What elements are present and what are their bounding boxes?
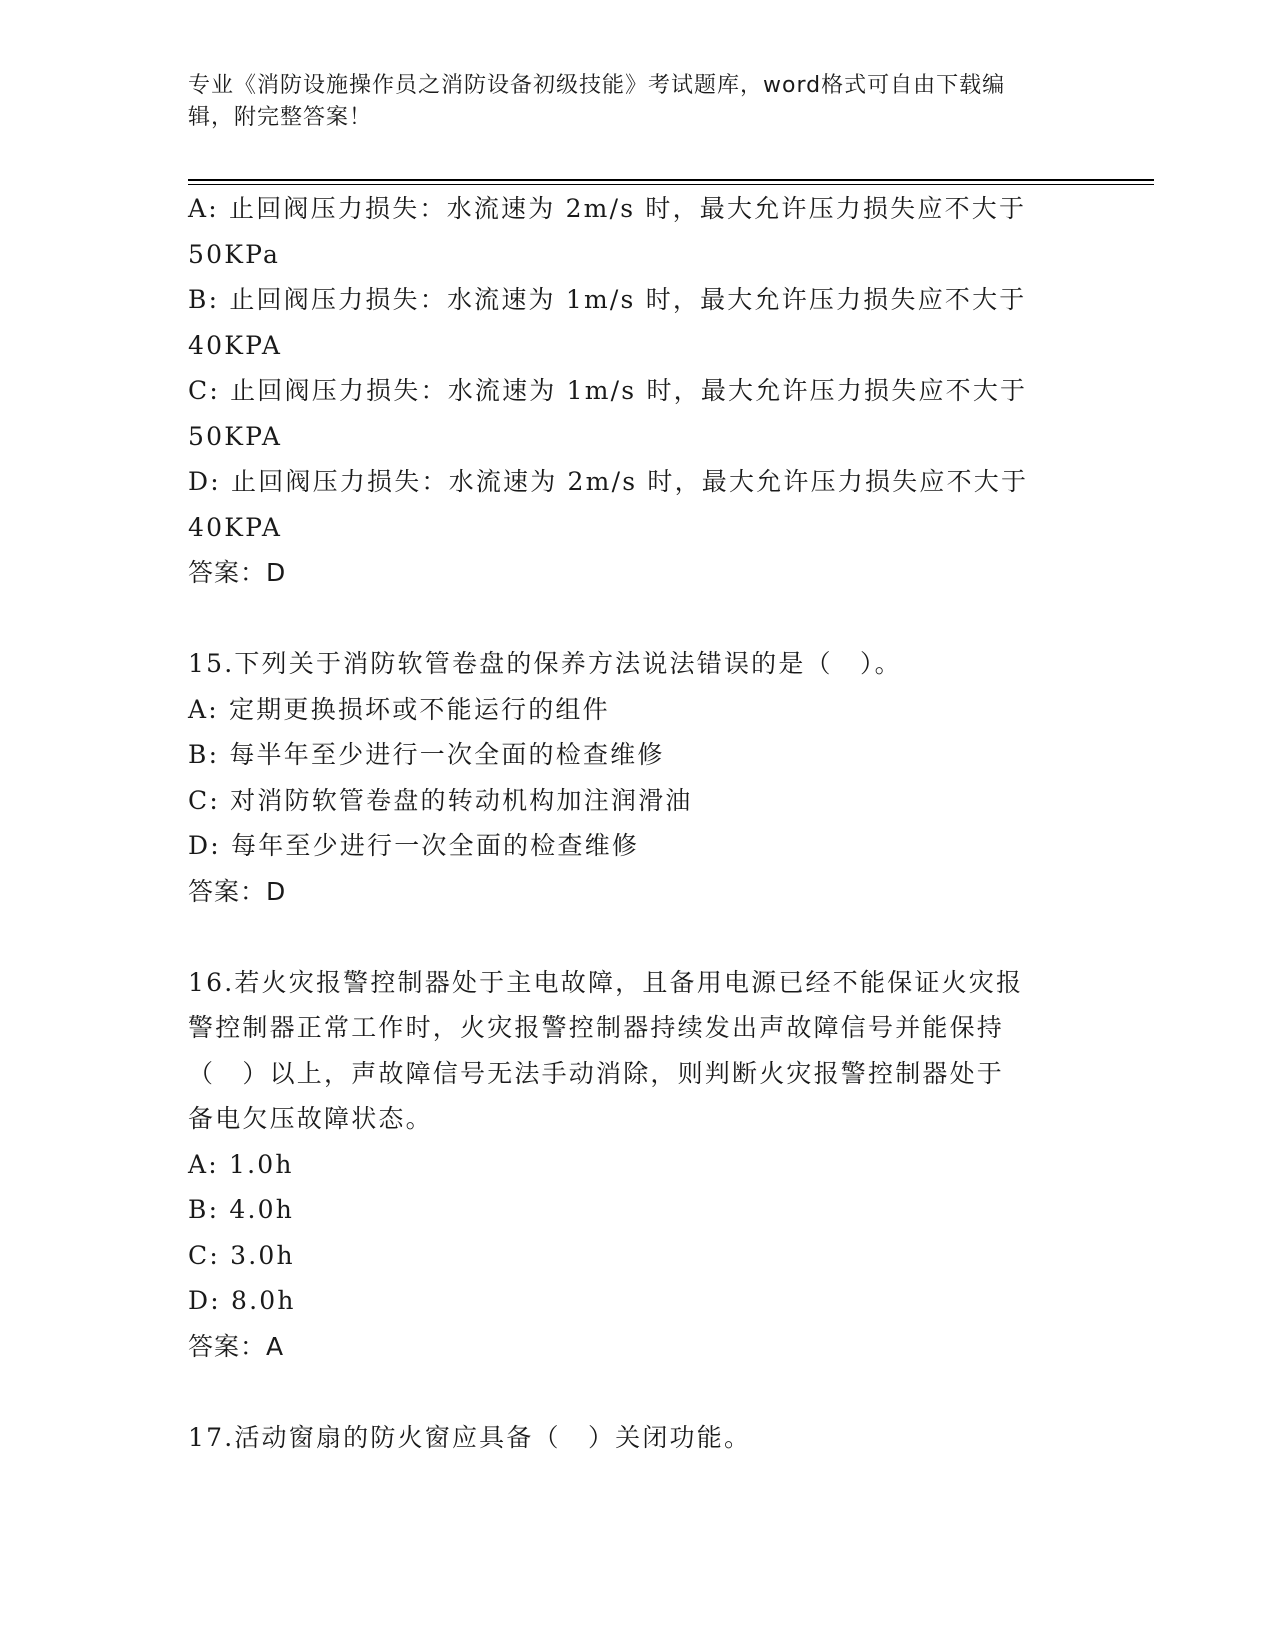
q15-option-a: A: 定期更换损坏或不能运行的组件 [188, 694, 610, 724]
q16-option-c: C: 3.0h [188, 1240, 295, 1270]
q17-question: 17.活动窗扇的防火窗应具备（ ）关闭功能。 [188, 1422, 752, 1452]
spacer [188, 1369, 1068, 1415]
spacer [188, 596, 1068, 642]
q14-option-d-line-2: 40KPA [188, 512, 283, 542]
q14-option-b-line-1: B: 止回阀压力损失：水流速为 1m/s 时，最大允许压力损失应不大于 [188, 285, 1027, 314]
q16-option-a: A: 1.0h [188, 1149, 294, 1179]
q16-option-b: B: 4.0h [188, 1195, 295, 1224]
q16-question-line-1: 16.若火灾报警控制器处于主电故障，且备用电源已经不能保证火灾报 [188, 967, 1024, 997]
document-body [188, 186, 1068, 1460]
q14-answer: 答案：D [188, 558, 287, 587]
q14-option-a-line-2: 50KPa [188, 239, 281, 269]
question-15 [188, 641, 1068, 914]
header-line-2: 辑，附完整答案！ [188, 105, 373, 130]
q15-question: 15.下列关于消防软管卷盘的保养方法说法错误的是（ ）。 [188, 649, 902, 678]
q16-question-line-4: 备电欠压故障状态。 [188, 1104, 433, 1133]
q16-answer: 答案：A [188, 1331, 285, 1361]
header-divider-thin [188, 184, 1154, 185]
q14-option-b-line-2: 40KPA [188, 330, 283, 360]
question-14 [188, 186, 1068, 596]
q14-option-c-line-1: C: 止回阀压力损失：水流速为 1m/s 时，最大允许压力损失应不大于 [188, 376, 1028, 405]
q15-option-b: B: 每半年至少进行一次全面的检查维修 [188, 740, 665, 769]
header-line-1: 专业《消防设施操作员之消防设备初级技能》考试题库，word格式可自由下载编 [188, 73, 1006, 98]
q15-option-d: D: 每年至少进行一次全面的检查维修 [188, 831, 640, 860]
document-header [188, 70, 1078, 134]
q15-answer: 答案：D [188, 876, 287, 906]
q16-question-line-2: 警控制器正常工作时，火灾报警控制器持续发出声故障信号并能保持 [188, 1013, 1005, 1042]
q14-option-a-line-1: A: 止回阀压力损失：水流速为 2m/s 时，最大允许压力损失应不大于 [188, 194, 1027, 223]
question-16 [188, 960, 1068, 1370]
q16-question-line-3: （ ）以上，声故障信号无法手动消除，则判断火灾报警控制器处于 [188, 1058, 1005, 1088]
question-17 [188, 1415, 1068, 1461]
q15-option-c: C: 对消防软管卷盘的转动机构加注润滑油 [188, 785, 693, 815]
spacer [188, 914, 1068, 960]
q16-option-d: D: 8.0h [188, 1286, 296, 1315]
q14-option-d-line-1: D: 止回阀压力损失：水流速为 2m/s 时，最大允许压力损失应不大于 [188, 467, 1029, 496]
header-divider-thick [188, 179, 1154, 181]
q14-option-c-line-2: 50KPA [188, 421, 283, 451]
